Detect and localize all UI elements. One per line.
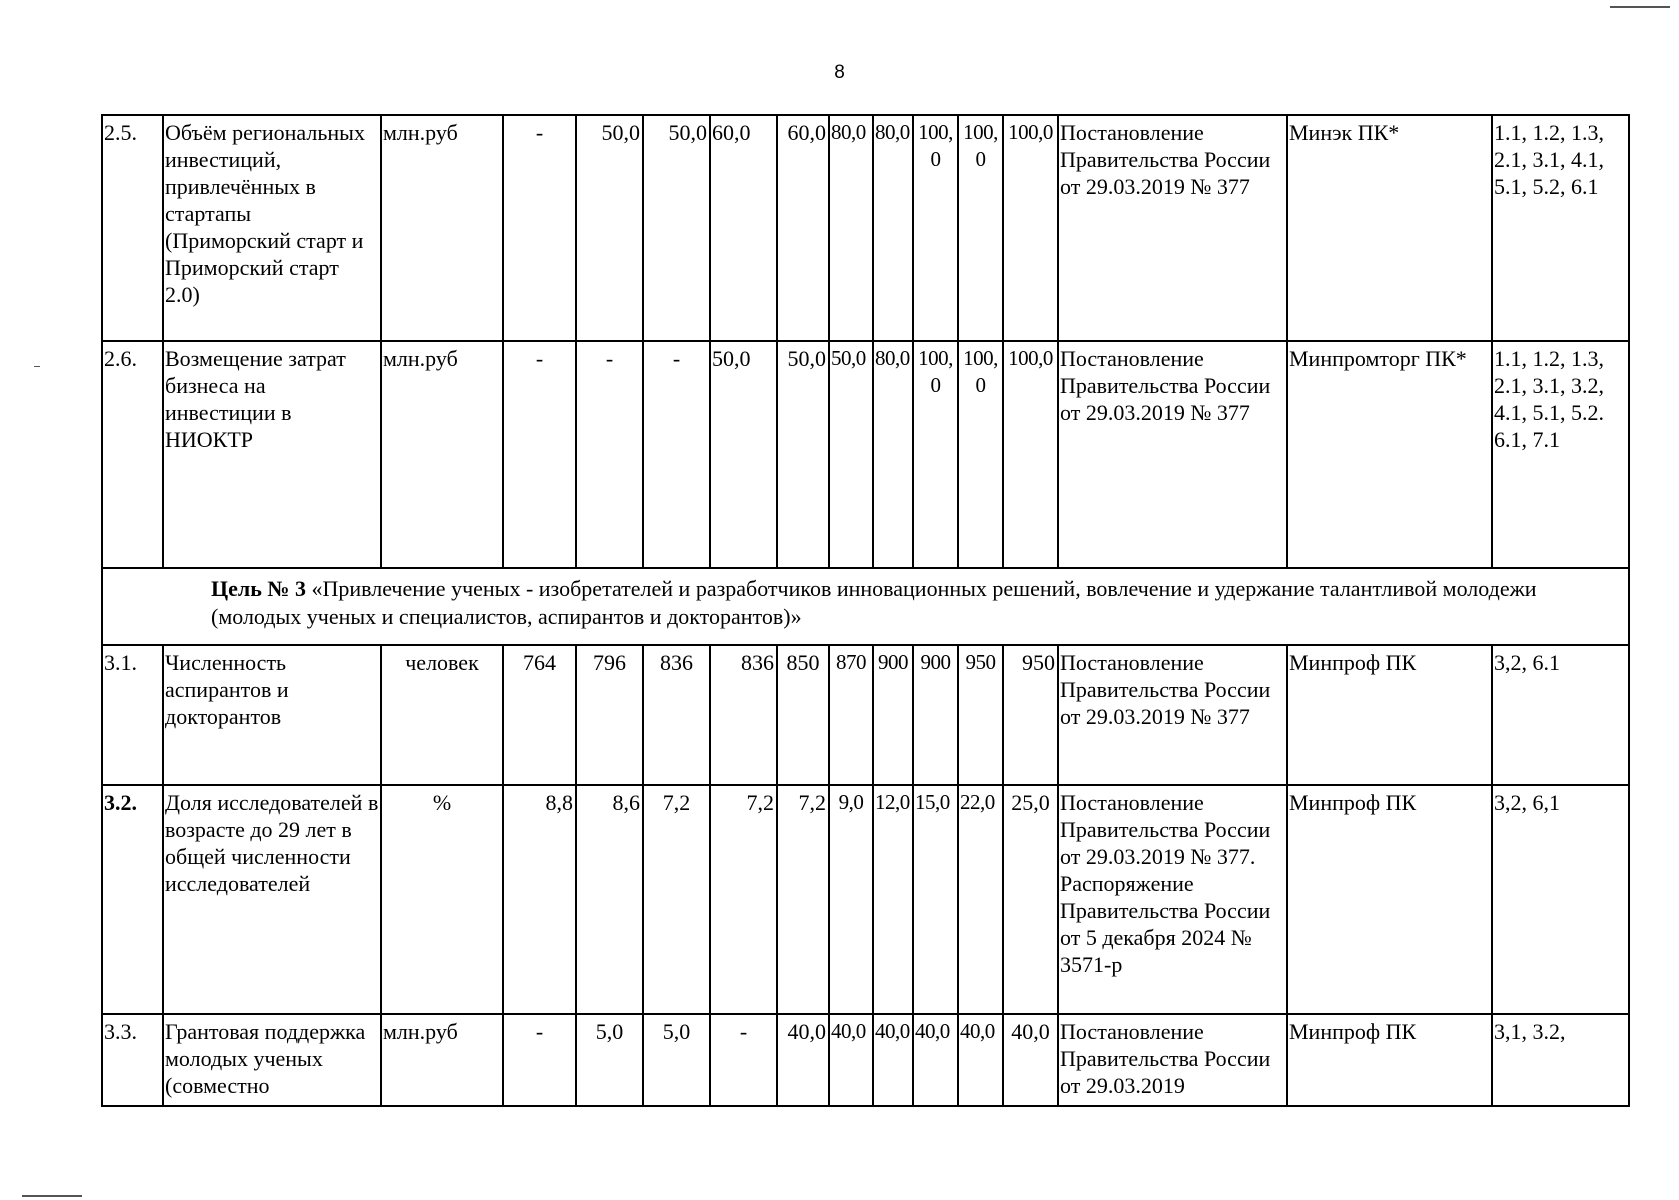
value-cell: 40,0: [777, 1014, 829, 1106]
source-document: Постановление Правительства России от 29.03.2019: [1058, 1014, 1287, 1106]
scan-edge-mark: [1610, 6, 1670, 8]
unit-cell: млн.руб: [381, 341, 503, 568]
row-number: 2.5.: [102, 115, 163, 341]
related-links: 1.1, 1.2, 1.3, 2.1, 3.1, 3.2, 4.1, 5.1, 5.2. 6.1, 7.1: [1492, 341, 1629, 568]
source-document: Постановление Правительства России от 29.03.2019 № 377: [1058, 341, 1287, 568]
value-cell: 50,0: [777, 341, 829, 568]
value-cell: -: [503, 115, 576, 341]
table-row: [102, 785, 1629, 1014]
table-row: [102, 115, 1629, 341]
value-cell: 60,0: [710, 115, 777, 341]
indicator-name: Возмещение затрат бизнеса на инвестиции в НИОКТР: [163, 341, 381, 568]
row-number: 2.6.: [102, 341, 163, 568]
value-cell: -: [643, 341, 710, 568]
value-cell: 850: [777, 645, 829, 785]
value-cell: 7,2: [643, 785, 710, 1014]
value-cell: 8,6: [576, 785, 643, 1014]
value-cell: 8,8: [503, 785, 576, 1014]
value-cell: 50,0: [829, 341, 873, 568]
value-cell: 12,0: [873, 785, 913, 1014]
related-links: 1.1, 1.2, 1.3, 2.1, 3.1, 4.1, 5.1, 5.2, 6.1: [1492, 115, 1629, 341]
goal-text: «Привлечение ученых - изобретателей и разработчиков инновационных решений, вовлечение и удержание талантливой молодежи (молодых ученых и специалистов, аспирантов и докторантов)»: [211, 576, 1537, 629]
goal-heading: [102, 568, 1629, 645]
value-cell: 100,0: [1003, 115, 1058, 341]
value-cell: 80,0: [873, 341, 913, 568]
scan-edge-mark: [34, 366, 40, 367]
unit-cell: млн.руб: [381, 1014, 503, 1106]
scan-edge-mark: [22, 1195, 82, 1197]
responsible-body: Минпромторг ПК*: [1287, 341, 1492, 568]
value-cell: 900: [913, 645, 958, 785]
value-cell: -: [503, 341, 576, 568]
page-number: 8: [834, 62, 845, 83]
table-row: [102, 645, 1629, 785]
value-cell: 950: [958, 645, 1003, 785]
value-cell: 764: [503, 645, 576, 785]
value-cell: 25,0: [1003, 785, 1058, 1014]
value-cell: 40,0: [829, 1014, 873, 1106]
value-cell: 50,0: [576, 115, 643, 341]
value-cell: 836: [643, 645, 710, 785]
value-cell: 7,2: [710, 785, 777, 1014]
source-document: Постановление Правительства России от 29.03.2019 № 377. Распоряжение Правительства России от 5 декабря 2024 № 3571-р: [1058, 785, 1287, 1014]
value-cell: -: [576, 341, 643, 568]
unit-cell: человек: [381, 645, 503, 785]
value-cell: -: [503, 1014, 576, 1106]
value-cell: 60,0: [777, 115, 829, 341]
value-cell: 40,0: [1003, 1014, 1058, 1106]
goal-row: [102, 568, 1629, 645]
indicator-name: Доля исследователей в возрасте до 29 лет в общей численности исследователей: [163, 785, 381, 1014]
value-cell: 100,0: [913, 341, 958, 568]
value-cell: 5,0: [643, 1014, 710, 1106]
value-cell: 100,0: [913, 115, 958, 341]
row-number: 3.3.: [102, 1014, 163, 1106]
value-cell: 40,0: [873, 1014, 913, 1106]
value-cell: 870: [829, 645, 873, 785]
source-document: Постановление Правительства России от 29.03.2019 № 377: [1058, 645, 1287, 785]
value-cell: 40,0: [913, 1014, 958, 1106]
unit-cell: %: [381, 785, 503, 1014]
value-cell: 15,0: [913, 785, 958, 1014]
row-number: 3.1.: [102, 645, 163, 785]
indicator-name: Объём региональных инвестиций, привлечённых в стартапы (Приморский старт и Приморский старт 2.0): [163, 115, 381, 341]
unit-cell: млн.руб: [381, 115, 503, 341]
goal-label: Цель № 3: [211, 576, 306, 601]
related-links: 3,1, 3.2,: [1492, 1014, 1629, 1106]
row-number: 3.2.: [102, 785, 163, 1014]
value-cell: 100,0: [1003, 341, 1058, 568]
value-cell: 796: [576, 645, 643, 785]
indicator-name: Грантовая поддержка молодых ученых (совместно: [163, 1014, 381, 1106]
value-cell: 80,0: [873, 115, 913, 341]
responsible-body: Минпроф ПК: [1287, 1014, 1492, 1106]
related-links: 3,2, 6.1: [1492, 645, 1629, 785]
source-document: Постановление Правительства России от 29.03.2019 № 377: [1058, 115, 1287, 341]
related-links: 3,2, 6,1: [1492, 785, 1629, 1014]
value-cell: 950: [1003, 645, 1058, 785]
value-cell: 900: [873, 645, 913, 785]
value-cell: 40,0: [958, 1014, 1003, 1106]
responsible-body: Минпроф ПК: [1287, 645, 1492, 785]
value-cell: 50,0: [710, 341, 777, 568]
value-cell: 50,0: [643, 115, 710, 341]
table-row: [102, 341, 1629, 568]
value-cell: 7,2: [777, 785, 829, 1014]
value-cell: 100,0: [958, 341, 1003, 568]
responsible-body: Минпроф ПК: [1287, 785, 1492, 1014]
table-row: [102, 1014, 1629, 1106]
indicator-name: Численность аспирантов и докторантов: [163, 645, 381, 785]
responsible-body: Минэк ПК*: [1287, 115, 1492, 341]
value-cell: 836: [710, 645, 777, 785]
value-cell: 80,0: [829, 115, 873, 341]
value-cell: 100,0: [958, 115, 1003, 341]
value-cell: 22,0: [958, 785, 1003, 1014]
value-cell: 5,0: [576, 1014, 643, 1106]
value-cell: 9,0: [829, 785, 873, 1014]
indicators-table: [101, 114, 1630, 1107]
value-cell: -: [710, 1014, 777, 1106]
